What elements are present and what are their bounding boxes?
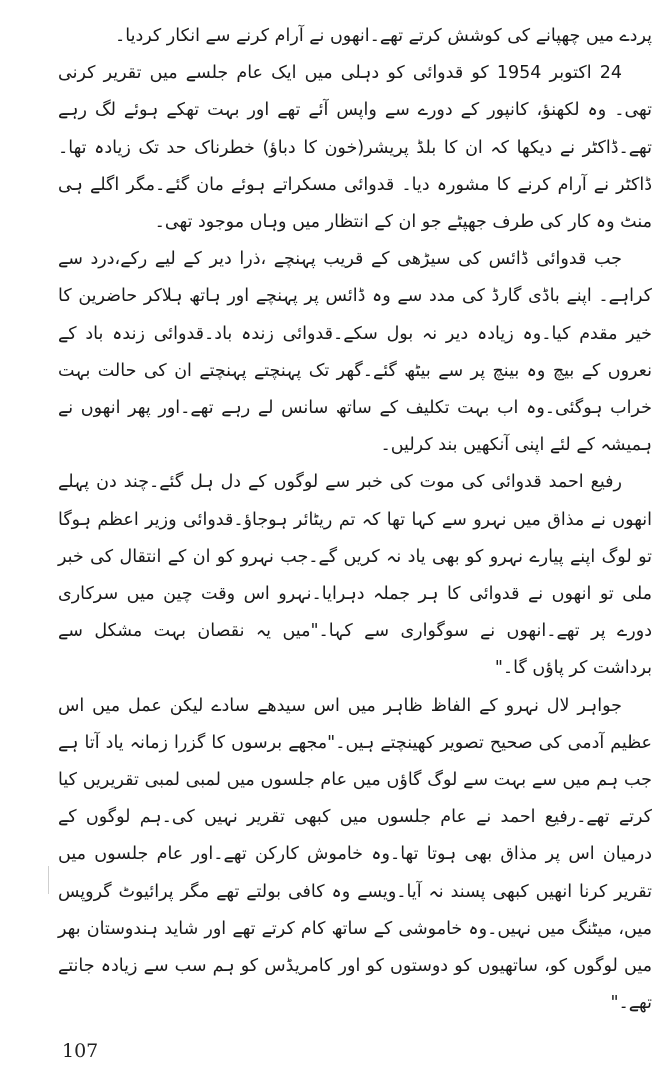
margin-mark <box>48 866 49 894</box>
paragraph-3: جب قدوائی ڈائس کی سیڑھی کے قریب پہنچے ،ذرا دیر کے لیے رکے،درد سے کراہے۔ اپنے باڈی گارڈ کی مدد سے وہ ڈائس پر پہنچے اور ہاتھ ہلاکر حاضرین کا خیر مقدم کیا۔وہ زیادہ دیر نہ بول سکے۔قدوائی زندہ باد۔قدوائی زندہ باد کے نعروں کے بیچ وہ بینچ پر سے بیٹھ گئے۔گھر تک پہنچتے پہنچتے ان کی حالت بہت خراب ہوگئی۔وہ اب بہت تکلیف کے ساتھ سانس لے رہے تھے۔اور پھر انھوں نے ہمیشہ کے لئے اپنی آنکھیں بند کرلیں۔ <box>58 249 652 456</box>
paragraph-4: رفیع احمد قدوائی کی موت کی خبر سے لوگوں کے دل ہل گئے۔چند دن پہلے انھوں نے مذاق میں نہرو سے کہا تھا کہ تم ریٹائر ہوجاؤ۔قدوائی وزیر اعظم ہوگا تو لوگ اپنے پیارے نہرو کو بھی یاد نہ کریں گے۔جب نہرو کو ان کے انتقال کی خبر ملی تو انھوں نے قدوائی کا ہر جملہ دہرایا۔نہرو اس وقت چین میں سرکاری دورے پر تھے۔انھوں نے سوگواری سے کہا۔"میں یہ نقصان بہت مشکل سے برداشت کر پاؤں گا۔" <box>58 472 652 679</box>
paragraph-1: پردے میں چھپانے کی کوشش کرتے تھے۔انھوں نے آرام کرنے سے انکار کردیا۔ <box>114 26 652 46</box>
body-text <box>58 18 652 1022</box>
page-number: 107 <box>62 1040 99 1062</box>
paragraph-2: 24 اکتوبر 1954 کو قدوائی کو دہلی میں ایک عام جلسے میں تقریر کرنی تھی۔ وہ لکھنؤ، کانپور کے دورے سے واپس آئے تھے اور بہت تھکے ہوئے لگ رہے تھے۔ڈاکٹر نے دیکھا کہ ان کا بلڈ پریشر(خون کا دباؤ) خطرناک حد تک زیادہ تھا۔ڈاکٹر نے آرام کرنے کا مشورہ دیا۔ قدوائی مسکراتے ہوئے مان گئے۔مگر اگلے ہی منٹ وہ کار کی طرف جھپٹے جو ان کے انتظار میں وہاں موجود تھی۔ <box>58 63 652 233</box>
paragraph-5: جواہر لال نہرو کے الفاظ ظاہر میں اس سیدھے سادے لیکن عمل میں اس عظیم آدمی کی صحیح تصویر کھینچتے ہیں۔"مجھے برسوں کا گزرا زمانہ یاد آتا ہے جب ہم میں سے بہت سے لوگ گاؤں میں عام جلسوں میں لمبی لمبی تقریریں کیا کرتے تھے۔رفیع احمد نے عام جلسوں میں کبھی تقریر نہیں کی۔ہم لوگوں کے درمیان اس پر مذاق بھی ہوتا تھا۔وہ خاموش کارکن تھے۔اور عام جلسوں میں تقریر کرنا انھیں کبھی پسند نہ آیا۔ویسے وہ کافی بولتے تھے مگر پرائیوٹ گروپس میں، میٹنگ میں نہیں۔وہ خاموشی کے ساتھ کام کرتے تھے اور شاید ہندوستان بھر میں لوگوں کو، ساتھیوں کو دوستوں کو اور کامریڈس کو ہم سب سے زیادہ جانتے تھے۔" <box>58 695 652 1014</box>
